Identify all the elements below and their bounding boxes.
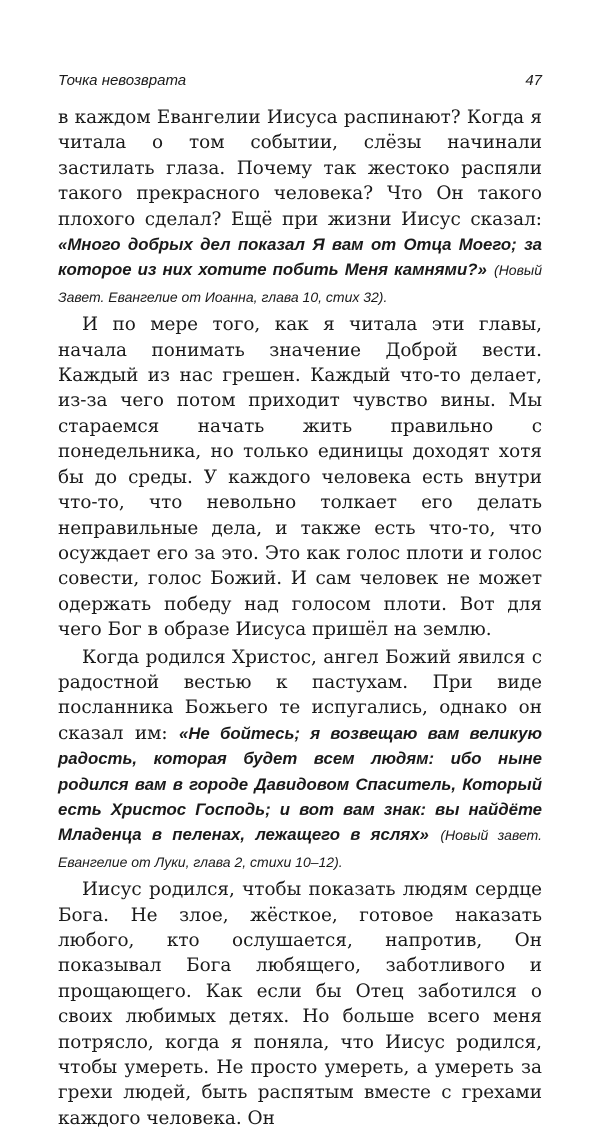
- scripture-reference: (Новый Завет. Евангелие от Иоанна, глава 10, стих 32).: [58, 262, 542, 305]
- text-run: Когда родился Христос, ангел Божий явился с радостной вестью к пастухам. При виде посланника Божьего те испугались, однако он сказал им:: [58, 646, 542, 744]
- scripture-quote: «Много добрых дел показал Я вам от Отца Моего; за которое из них хотите побить Меня камнями?»: [58, 235, 542, 280]
- text-run: в каждом Евангелии Иисуса распинают? Когда я читала о том событии, слёзы начинали застилать глаза. Почему так жестоко распяли такого прекрасного человека? Что Он такого плохого сделал? Ещё при жизни Иисус сказал:: [58, 107, 542, 230]
- chapter-title: Точка невозврата: [58, 72, 187, 89]
- scripture-quote: «Не бойтесь; я возвещаю вам великую радость, которая будет всем людям: ибо ныне родился вам в городе Давидовом Спаситель, Который есть Христос Господь; и вот вам знак: вы найдёте Младенца в пеленах, лежащего в яслях»: [58, 723, 542, 845]
- paragraph: [58, 312, 542, 642]
- body-text: [58, 105, 542, 1131]
- text-run: И по мере того, как я читала эти главы, начала понимать значение Доброй вести. Каждый из нас грешен. Каждый что-то делает, из-за чего потом приходит чувство вины. Мы стараемся начать жить правильно с понедельника, но только единицы доходят хотя бы до среды. У каждого человека есть внутри что-то, что невольно толкает его делать неправильные дела, и также есть что-то, что осуждает его за это. Это как голос плоти и голос совести, голос Божий. И сам человек не может одержать победу над голосом плоти. Вот для чего Бог в образе Иисуса пришёл на землю.: [58, 314, 542, 641]
- paragraph: [58, 645, 542, 876]
- paragraph: [58, 105, 542, 310]
- scripture-reference: (Новый завет. Евангелие от Луки, глава 2, стихи 10–12).: [58, 827, 542, 870]
- text-run: [429, 824, 440, 845]
- text-run: [487, 259, 494, 280]
- page-number: 47: [525, 72, 542, 89]
- paragraph: [58, 877, 542, 1131]
- running-header: [58, 72, 542, 89]
- text-run: Иисус родился, чтобы показать людям сердце Бога. Не злое, жёсткое, готовое наказать любого, кто ослушается, напротив, Он показывал Бога любящего, заботливого и прощающего. Как если бы Отец заботился о своих любимых детях. Но больше всего меня потрясло, когда я поняла, что Иисус родился, чтобы умереть. Не просто умереть, а умереть за грехи людей, быть распятым вместе с грехами каждого человека. Он: [58, 879, 542, 1129]
